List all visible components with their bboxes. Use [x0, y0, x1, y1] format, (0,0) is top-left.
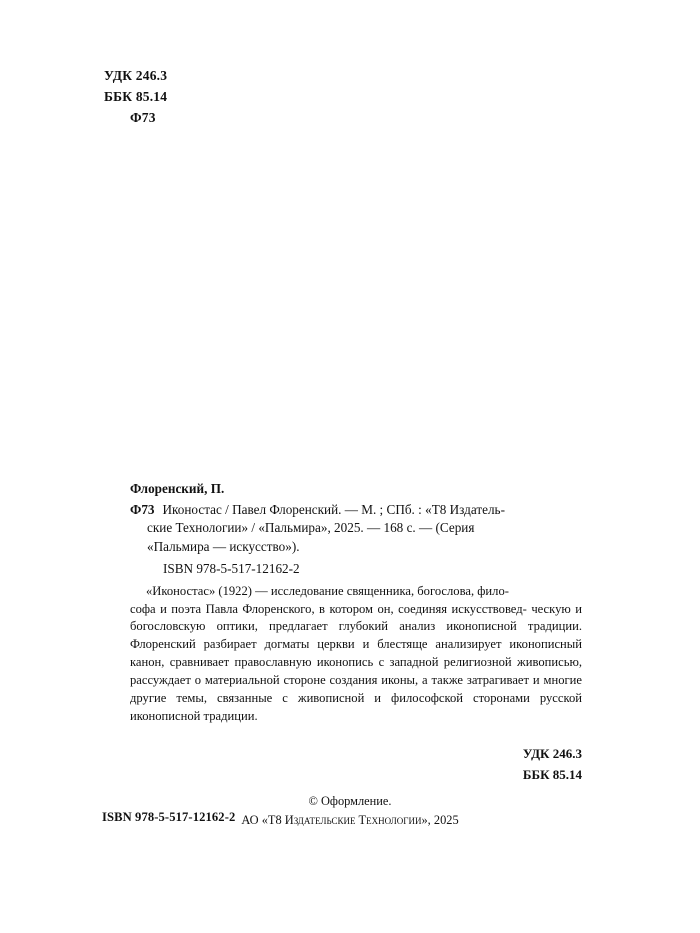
record-body: [130, 501, 582, 726]
annotation-line-3: ческую и богословскую оптики, предлагает глубокий анализ иконописной традиции. Флоренский разбирает догматы церкви и блестяще анализирует иконописный канон, сравнивает православную иконопись с западной религиозной живописью, рассуждает о материальной стороне создания иконы, а также затрагивает и многие другие темы, связанные с живописной и философской сторонами русской иконописной традиции.: [130, 601, 582, 723]
record-annotation: [130, 583, 582, 726]
record-line-3: «Пальмира — искусство»).: [147, 539, 300, 555]
record-author: Флоренский, П.: [130, 481, 225, 496]
page-footer: [100, 792, 600, 836]
record-sigla: Ф73: [130, 501, 155, 517]
annotation-line-2: софа и поэта Павла Флоренского, в котором он, соединяя искусствовед-: [130, 601, 527, 616]
bbk-code-bottom: ББК 85.14: [522, 766, 582, 782]
udk-code-top: УДК 246.3: [104, 68, 168, 83]
classification-block-bottom: [523, 744, 582, 786]
bibliographic-record: [130, 480, 582, 726]
record-line-2: ские Технологии» / «Пальмира», 2025. — 168 с. — (Серия: [147, 520, 475, 536]
author-sign-top: Ф73: [130, 109, 156, 125]
annotation-line-1: «Иконостас» (1922) — исследование священника, богослова, фило-: [146, 583, 509, 598]
copyright-line-2: АО «Т8 Издательские Технологии», 2025: [241, 812, 459, 827]
udk-code-bottom: УДК 246.3: [522, 746, 582, 761]
bbk-code-top: ББК 85.14: [104, 88, 168, 104]
footer-isbn: ISBN 978-5-517-12162-2: [102, 810, 236, 824]
copyright-line-1: © Оформление.: [308, 794, 392, 808]
footer-copyright: [100, 792, 600, 829]
classification-block-top: [104, 66, 304, 129]
record-title-line: [130, 501, 582, 520]
record-title-statement: Иконостас / Павел Флоренский. — М. ; СПб. : «Т8 Издатель-: [162, 501, 505, 517]
record-isbn: ISBN 978-5-517-12162-2: [163, 560, 300, 576]
